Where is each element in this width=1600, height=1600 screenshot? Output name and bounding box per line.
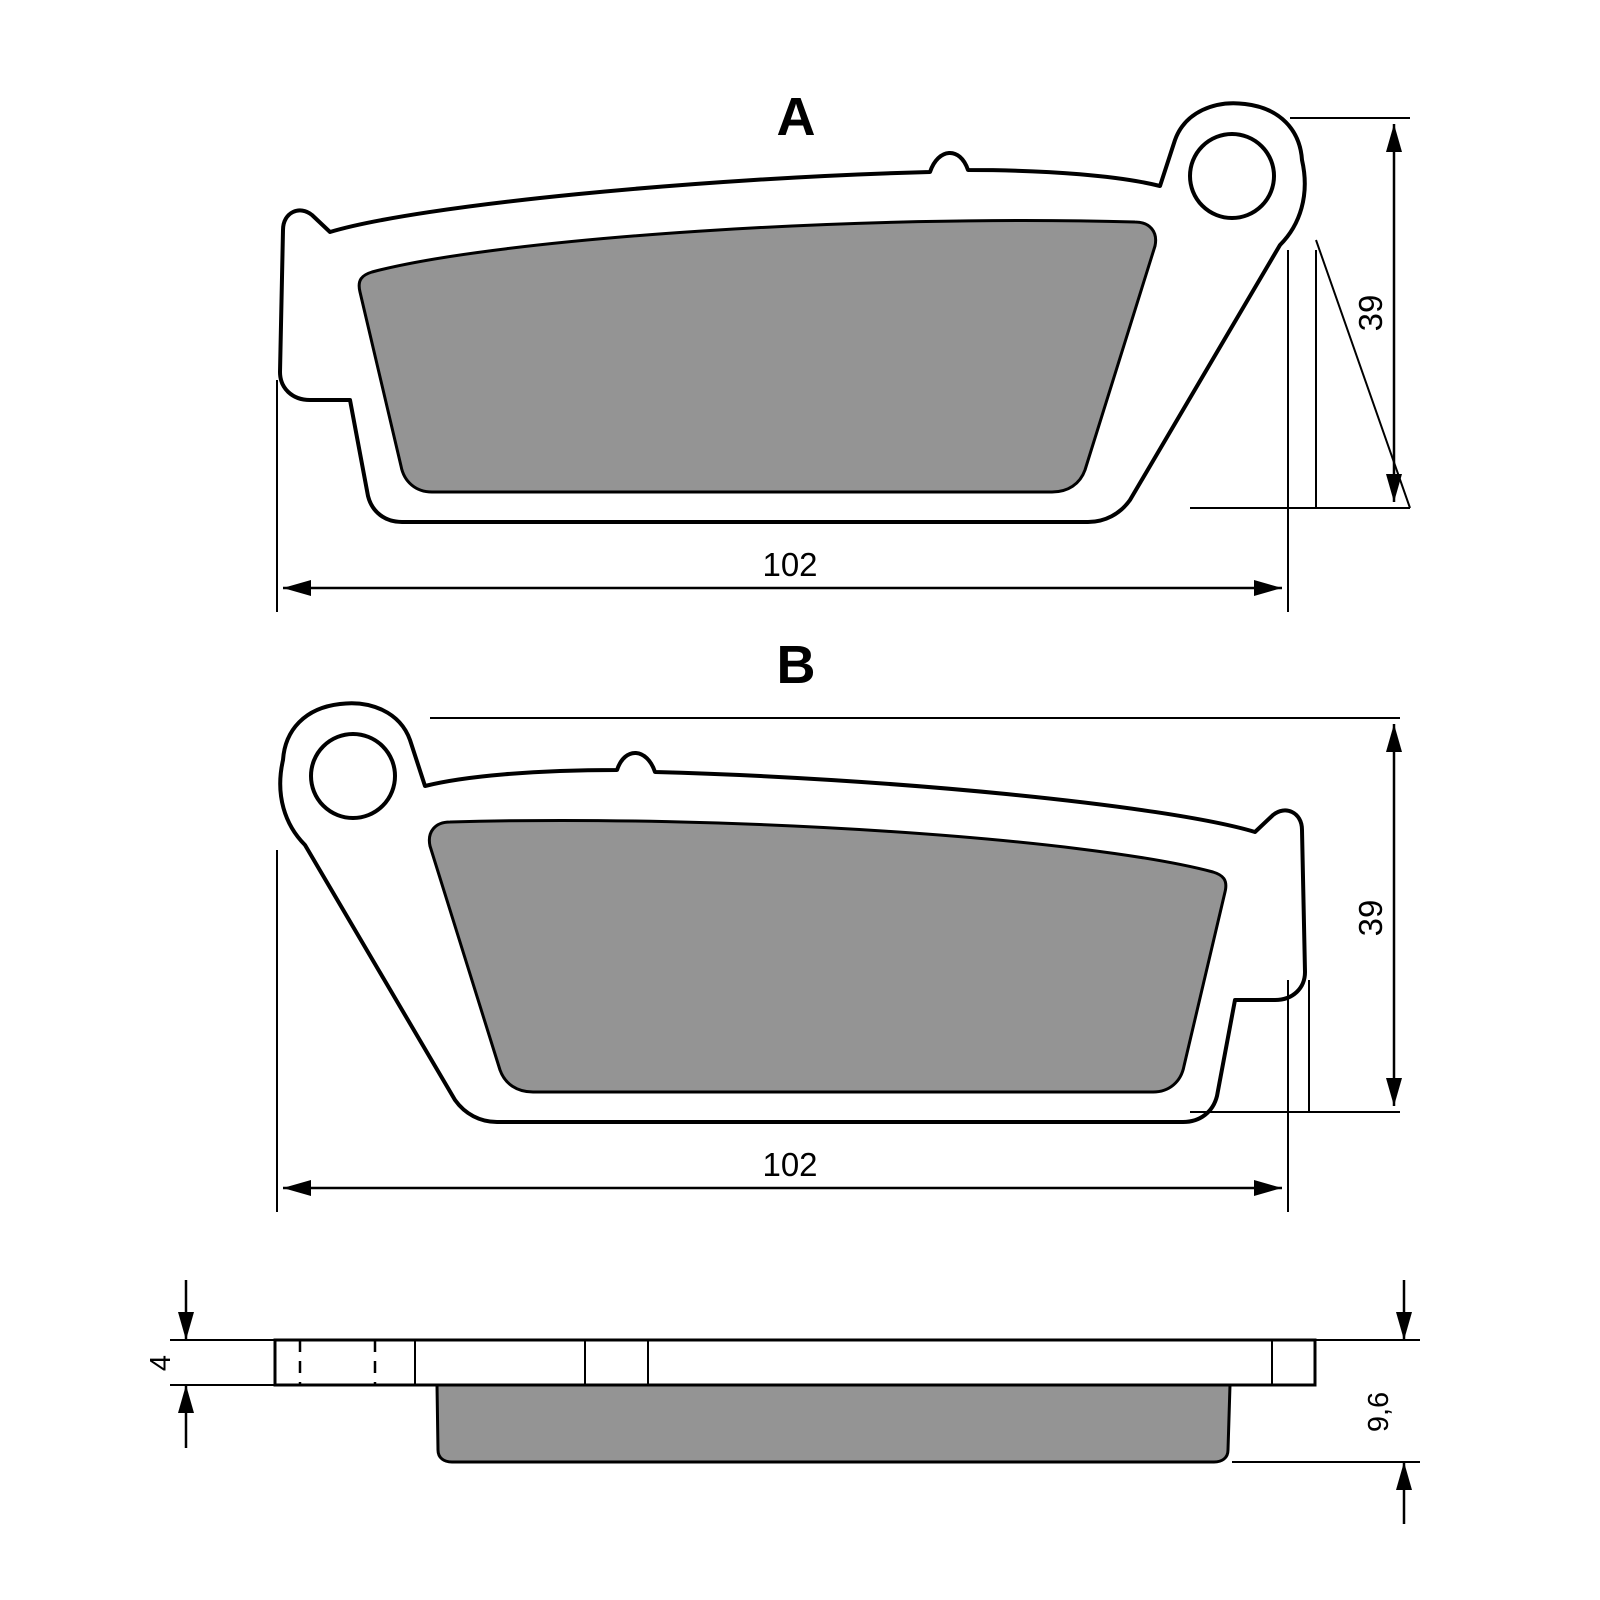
pad-b-arrow-left <box>283 1180 311 1196</box>
pad-a-arrow-bottom <box>1386 474 1402 502</box>
side-arrow-4-up <box>178 1385 194 1413</box>
pad-b-height-label: 39 <box>1352 899 1389 937</box>
side-arrow-96-down <box>1396 1312 1412 1340</box>
side-friction-block <box>437 1385 1230 1462</box>
pad-a-mounting-hole <box>1190 134 1274 218</box>
pad-b-arrow-bottom <box>1386 1078 1402 1106</box>
pad-a-ext-bot-hidden <box>1316 240 1410 508</box>
pad-a-arrow-left <box>283 580 311 596</box>
pad-a-length-label: 102 <box>762 546 818 583</box>
pad-b-mounting-hole <box>311 734 395 818</box>
pad-b-arrow-right <box>1254 1180 1282 1196</box>
side-backing-thickness-label: 4 <box>145 1354 177 1372</box>
pad-a-height-label: 39 <box>1352 294 1389 332</box>
pad-b-friction-material <box>429 820 1225 1092</box>
side-backing-plate <box>275 1340 1315 1385</box>
side-total-thickness-label: 9,6 <box>1363 1391 1395 1433</box>
view-b-group <box>277 635 1402 1212</box>
side-arrow-96-up <box>1396 1462 1412 1490</box>
pad-a-friction-material <box>359 220 1155 492</box>
pad-a-arrow-top <box>1386 124 1402 152</box>
view-a-letter: A <box>776 87 816 147</box>
pad-b-arrow-top <box>1386 724 1402 752</box>
pad-a-arrow-right <box>1254 580 1282 596</box>
view-a-group <box>277 87 1410 612</box>
pad-b-length-label: 102 <box>762 1146 818 1183</box>
view-side-group <box>145 1280 1420 1524</box>
view-b-letter: B <box>776 635 816 695</box>
side-arrow-4-down <box>178 1312 194 1340</box>
